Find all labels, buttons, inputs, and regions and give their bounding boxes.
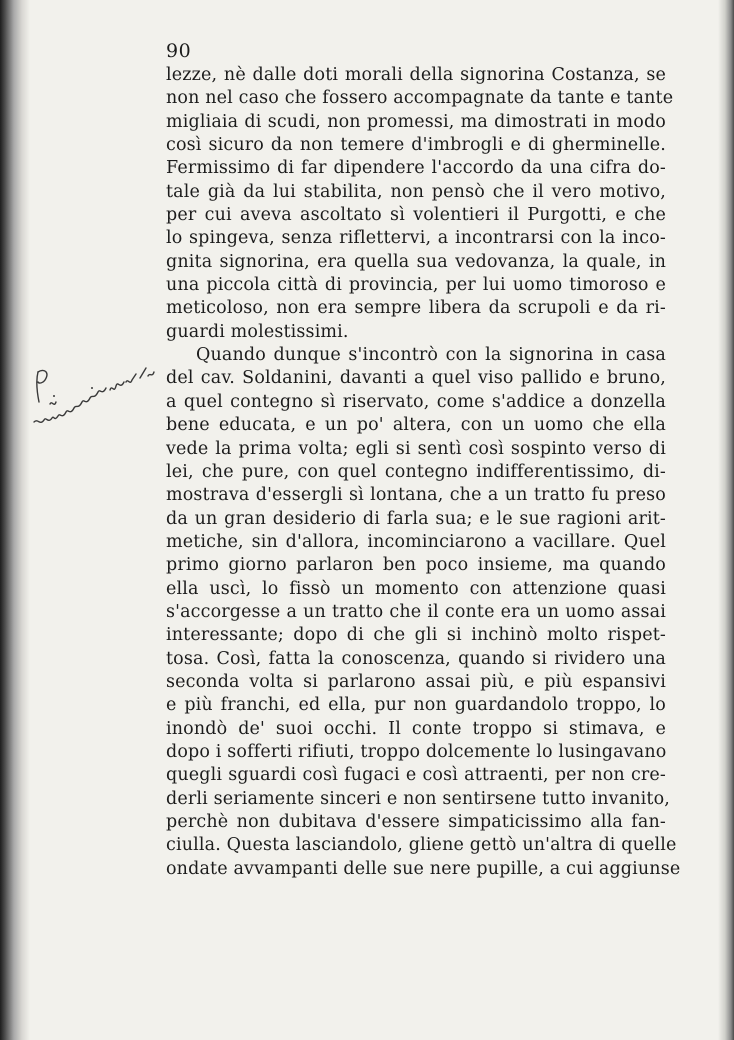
text-line: Quando dunque s'incontrò con la signorina in casa xyxy=(196,345,666,366)
text-line: tosa. Così, fatta la conoscenza, quando si rividero una xyxy=(166,648,666,669)
text-line: s'accorgesse a un tratto che il conte era un uomo assai xyxy=(166,601,666,622)
text-line: ciulla. Questa lasciandolo, gliene gettò un'altra di quelle xyxy=(166,835,677,856)
text-line: vede la prima volta; egli si sentì così sospinto verso di xyxy=(166,438,666,459)
text-line: e più franchi, ed ella, pur non guardandolo troppo, lo xyxy=(166,695,666,716)
text-line: da un gran desiderio di farla sua; e le sue ragioni arit- xyxy=(166,508,666,529)
text-line: meticoloso, non era sempre libera da scrupoli e da ri- xyxy=(166,298,666,319)
text-line: metiche, sin d'allora, incominciarono a vacillare. Quel xyxy=(166,531,666,552)
text-line: bene educata, e un po' altera, con un uomo che ella xyxy=(166,415,666,436)
text-line: lo spingeva, senza riflettervi, a incontrarsi con la inco- xyxy=(166,228,666,249)
text-line: Fermissimo di far dipendere l'accordo da una cifra do- xyxy=(166,158,666,179)
text-line: a quel contegno sì riservato, come s'addice a donzella xyxy=(166,391,666,412)
text-line: ondate avvampanti delle sue nere pupille, a cui aggiunse xyxy=(166,858,681,879)
page-gutter-shadow xyxy=(0,0,30,1040)
text-line: guardi molestissimi. xyxy=(166,321,349,342)
text-line: una piccola città di provincia, per lui uomo timoroso e xyxy=(166,275,666,296)
text-line: ella uscì, lo fissò un momento con attenzione quasi xyxy=(166,578,666,599)
text-line: primo giorno parlaron ben poco insieme, ma quando xyxy=(166,555,666,576)
text-line: dopo i sofferti rifiuti, troppo dolcemente lo lusingavano xyxy=(166,741,667,762)
text-line: del cav. Soldanini, davanti a quel viso pallido e bruno, xyxy=(166,368,666,389)
handwritten-annotation-icon xyxy=(30,360,170,440)
text-line: migliaia di scudi, non promessi, ma dimostrati in modo xyxy=(166,111,666,132)
text-line: per cui aveva ascoltato sì volentieri il Purgotti, e che xyxy=(166,205,666,226)
text-line: gnita signorina, era quella sua vedovanza, la quale, in xyxy=(166,251,666,272)
text-line: derli seriamente sinceri e non sentirsene tutto invanito, xyxy=(166,788,671,809)
text-line: quegli sguardi così fugaci e così attraenti, per non cre- xyxy=(166,765,666,786)
body-text xyxy=(166,64,681,881)
text-line: interessante; dopo di che gli si inchinò molto rispet- xyxy=(166,625,666,646)
text-line: lei, che pure, con quel contegno indifferentissimo, di- xyxy=(166,461,666,482)
handwritten-margin-note xyxy=(30,360,170,440)
text-line: mostrava d'essergli sì lontana, che a un tratto fu preso xyxy=(166,485,666,506)
text-line: seconda volta si parlarono assai più, e più espansivi xyxy=(166,671,666,692)
text-line: inondò de' suoi occhi. Il conte troppo si stimava, e xyxy=(166,718,666,739)
text-line: perchè non dubitava d'essere simpaticissimo alla fan- xyxy=(166,812,666,832)
text-line: così sicuro da non temere d'imbrogli e di gherminelle. xyxy=(166,135,666,156)
text-line: non nel caso che fossero accompagnate da tante e tante xyxy=(166,88,674,109)
text-line: lezze, nè dalle doti morali della signorina Costanza, se xyxy=(166,65,666,85)
page-edge-shadow xyxy=(718,0,734,1040)
page-number: 90 xyxy=(166,40,192,62)
text-line: tale già da lui stabilita, non pensò che il vero motivo, xyxy=(166,181,666,202)
